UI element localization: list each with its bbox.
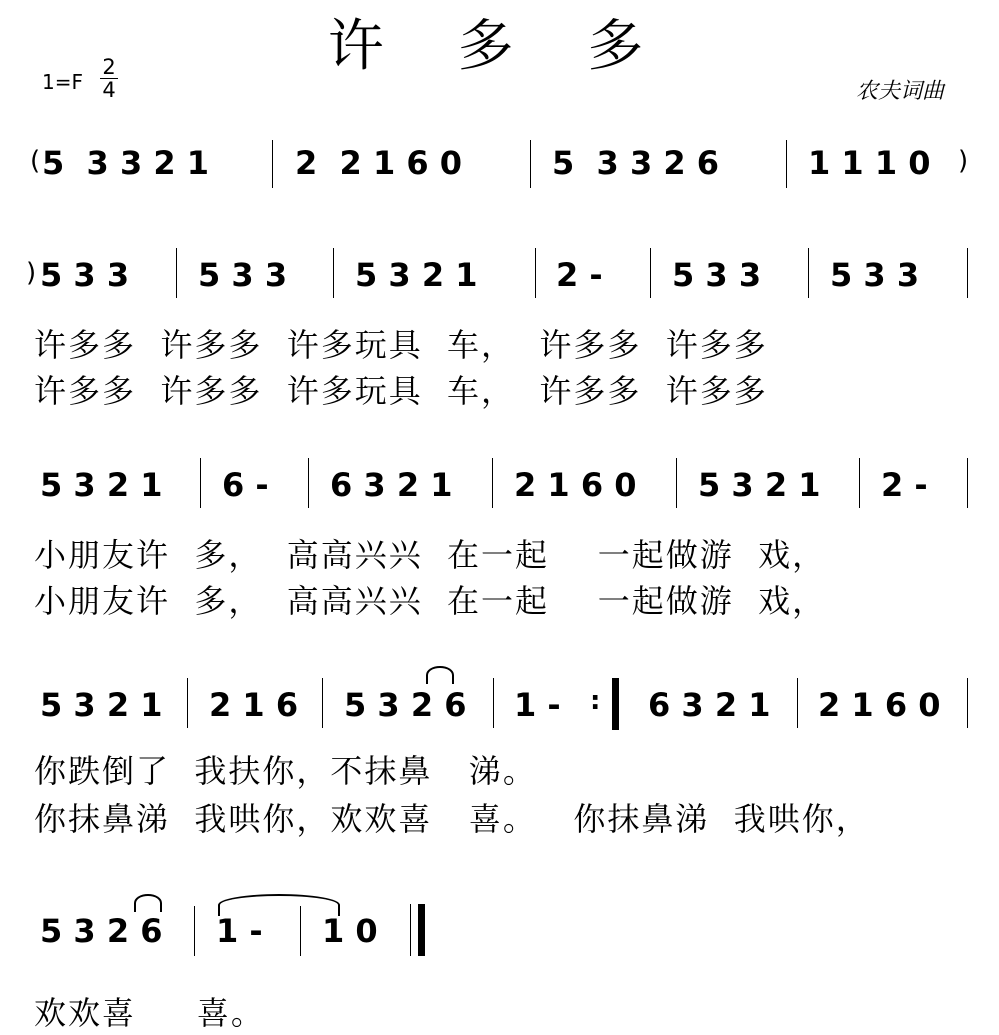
final-barline-thin [410, 904, 411, 956]
measure: 5 3 3 2 1 [42, 144, 210, 182]
time-numerator: 2 [102, 55, 116, 79]
measure: 5 3 2 6 [40, 912, 163, 950]
barline [786, 140, 787, 188]
repeat-dots: : [590, 686, 601, 716]
measure: 6 3 2 1 [648, 686, 771, 724]
measure: 6 - [222, 466, 269, 504]
barline [859, 458, 860, 508]
intro-close-paren: ) [958, 146, 969, 176]
measure: 6 3 2 1 [330, 466, 453, 504]
barline [300, 906, 301, 956]
barline [650, 248, 651, 298]
barline [492, 458, 493, 508]
measure: 5 3 3 [198, 256, 288, 294]
repeat-end-barline [612, 678, 619, 730]
barline [535, 248, 536, 298]
barline [333, 248, 334, 298]
time-signature [100, 56, 118, 101]
lyric-line: 小朋友许 多， 高高兴兴 在一起 一起做游 戏， [34, 536, 827, 574]
barline [967, 678, 968, 728]
tie-arc [426, 666, 454, 684]
measure: 5 3 2 6 [344, 686, 467, 724]
measure: 2 1 6 [209, 686, 299, 724]
lyric-line: 小朋友许 多， 高高兴兴 在一起 一起做游 戏， [34, 582, 827, 620]
measure: 5 3 3 2 6 [552, 144, 720, 182]
intro-close-paren: ) [26, 258, 37, 288]
composer-credit: 农夫词曲 [855, 79, 944, 104]
barline [194, 906, 195, 956]
measure: 5 3 2 1 [40, 466, 163, 504]
measure: 5 3 2 1 [355, 256, 478, 294]
measure: 2 - [881, 466, 928, 504]
measure: 1 - [514, 686, 561, 724]
barline [530, 140, 531, 188]
measure: 5 3 2 1 [40, 686, 163, 724]
measure: 2 - [556, 256, 603, 294]
lyric-line: 你抹鼻涕 我哄你，欢欢喜 喜。 你抹鼻涕 我哄你， [34, 800, 870, 838]
barline [322, 678, 323, 728]
measure: 2 1 6 0 [818, 686, 941, 724]
barline [676, 458, 677, 508]
barline [176, 248, 177, 298]
barline [493, 678, 494, 728]
measure: 2 2 1 6 0 [295, 144, 463, 182]
measure: 5 3 3 [40, 256, 130, 294]
lyric-line: 许多多 许多多 许多玩具 车， 许多多 许多多 [34, 326, 768, 364]
measure: 1 1 1 0 [808, 144, 931, 182]
tie-arc [134, 894, 162, 912]
barline [308, 458, 309, 508]
barline [967, 458, 968, 508]
barline [808, 248, 809, 298]
barline [200, 458, 201, 508]
barline [272, 140, 273, 188]
final-barline-thick [418, 904, 425, 956]
lyric-line: 你跌倒了 我扶你，不抹鼻 涕。 [34, 752, 537, 790]
barline [187, 678, 188, 728]
lyric-line: 许多多 许多多 许多玩具 车， 许多多 许多多 [34, 372, 768, 410]
measure: 5 3 3 [830, 256, 920, 294]
song-title: 许 多 多 [327, 14, 672, 79]
measure: 2 1 6 0 [514, 466, 637, 504]
measure: 1 0 [322, 912, 378, 950]
measure: 1 - [216, 912, 263, 950]
measure: 5 3 3 [672, 256, 762, 294]
intro-open-paren: ( [30, 146, 41, 176]
time-denominator: 4 [100, 78, 118, 101]
lyric-line: 欢欢喜 喜。 [34, 994, 265, 1032]
barline [797, 678, 798, 728]
barline [967, 248, 968, 298]
measure: 5 3 2 1 [698, 466, 821, 504]
key-signature: 1=F [42, 70, 83, 94]
